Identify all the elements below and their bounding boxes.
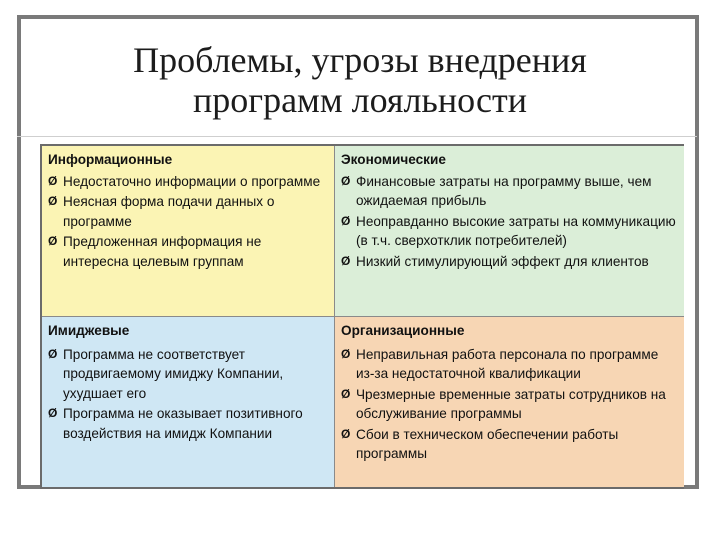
list-item: [48, 404, 328, 443]
list-item-text: Программа не соответствует продвигаемому имиджу Компании, ухудшает его: [63, 346, 284, 401]
cell-image: [42, 317, 335, 487]
list-item-text: Недостаточно информации о программе: [63, 173, 321, 189]
arrow-bullet-icon: Ø: [48, 346, 58, 361]
bullet-list: [341, 345, 678, 464]
title-line-1: Проблемы, угрозы внедрения: [133, 40, 587, 80]
list-item: [48, 232, 328, 271]
title-divider: [17, 136, 697, 137]
list-item-text: Финансовые затраты на программу выше, чем ожидаемая прибыль: [356, 173, 652, 208]
list-item: [341, 385, 678, 424]
arrow-bullet-icon: Ø: [341, 173, 351, 188]
cell-informational: [42, 146, 335, 317]
cell-economic: [335, 146, 684, 317]
arrow-bullet-icon: Ø: [48, 234, 58, 248]
bullet-list: [48, 172, 328, 272]
list-item-text: Предложенная информация не интересна целевым группам: [63, 234, 262, 269]
list-item: [341, 172, 678, 211]
cell-organizational: [335, 317, 684, 487]
arrow-bullet-icon: Ø: [341, 386, 351, 401]
arrow-bullet-icon: Ø: [341, 253, 351, 268]
arrow-bullet-icon: Ø: [341, 426, 351, 441]
cell-heading: Информационные: [48, 152, 173, 167]
list-item: [341, 425, 678, 464]
cell-heading: Организационные: [341, 323, 465, 338]
problems-table: [40, 144, 684, 489]
slide-title: [40, 40, 680, 120]
bullet-list: [341, 172, 678, 272]
arrow-bullet-icon: Ø: [341, 213, 351, 228]
list-item-text: Низкий стимулирующий эффект для клиентов: [356, 253, 649, 269]
cell-heading: Экономические: [341, 152, 446, 167]
list-item: [48, 345, 328, 404]
list-item-text: Чрезмерные временные затраты сотрудников на обслуживание программы: [356, 386, 666, 421]
title-line-2: программ лояльности: [193, 80, 527, 120]
list-item: [341, 345, 678, 384]
list-item-text: Неправильная работа персонала по программе из-за недостаточной квалификации: [356, 346, 659, 381]
arrow-bullet-icon: Ø: [341, 346, 351, 361]
list-item-text: Сбои в техническом обеспечении работы программы: [356, 426, 619, 461]
arrow-bullet-icon: Ø: [48, 406, 58, 420]
cell-heading: Имиджевые: [48, 323, 130, 338]
list-item-text: Программа не оказывает позитивного воздействия на имидж Компании: [63, 406, 303, 441]
bullet-list: [48, 345, 328, 444]
list-item: [341, 212, 678, 251]
arrow-bullet-icon: Ø: [48, 194, 58, 208]
list-item: [48, 192, 328, 231]
list-item-text: Неоправданно высокие затраты на коммуникацию (в т.ч. сверхотклик потребителей): [356, 213, 676, 248]
list-item-text: Неясная форма подачи данных о программе: [63, 194, 275, 229]
list-item: [341, 252, 678, 272]
list-item: [48, 172, 328, 192]
arrow-bullet-icon: Ø: [48, 173, 58, 188]
